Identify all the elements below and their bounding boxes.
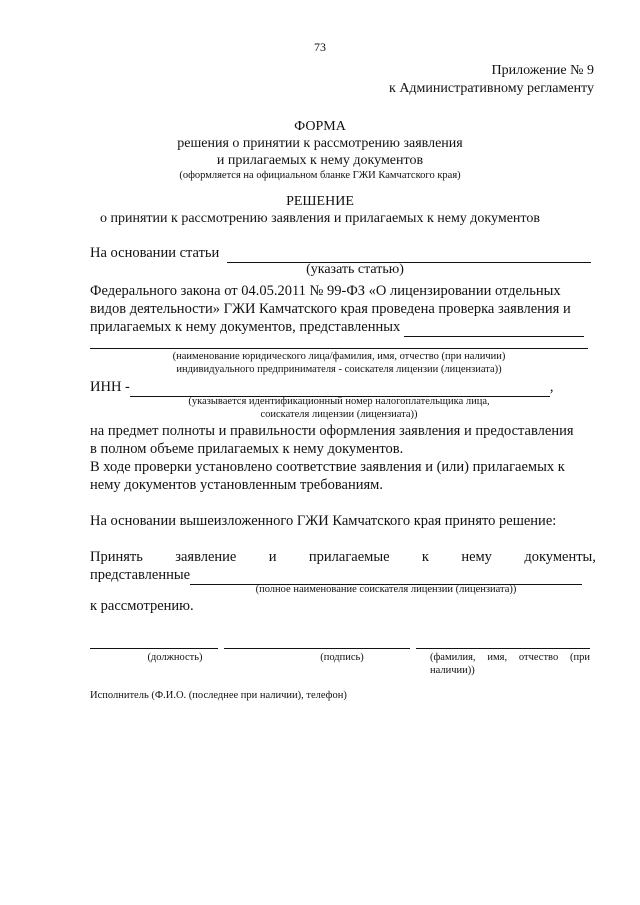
signature-field[interactable] [224, 648, 410, 649]
position-hint: (должность) [147, 652, 203, 663]
full-name-hint: (фамилия, имя, отчество (при наличии)) [430, 652, 590, 676]
page-number: 73 [314, 40, 326, 54]
paragraph-2-line3: В ходе проверки установлено соответствие заявления и (или) прилагаемых к [90, 459, 565, 475]
paragraph-1-line2: видов деятельности» ГЖИ Камчатского края проведена проверка заявления и [90, 301, 571, 317]
inn-hint-line1: (указывается идентификационный номер налогоплательщика лица, [188, 396, 490, 407]
signature-hint: (подпись) [320, 652, 364, 663]
decision-title: РЕШЕНИЕ [286, 194, 354, 209]
decision-subtitle: о принятии к рассмотрению заявления и прилагаемых к нему документов [100, 211, 540, 226]
annex-number: Приложение № 9 [491, 63, 594, 78]
paragraph-2-line2: в полном объеме прилагаемых к нему документов. [90, 441, 404, 457]
accept-word-2: заявление [175, 549, 237, 565]
accept-word-3: и [268, 549, 277, 565]
paragraph-2-line4: нему документов установленным требованиям. [90, 477, 383, 493]
full-name-field[interactable] [416, 648, 590, 649]
annex-reference: к Административному регламенту [389, 81, 594, 96]
presented-label: представленные [90, 567, 191, 583]
accept-word-1: Принять [90, 549, 143, 565]
licensee-hint: (полное наименование соискателя лицензии (лицензиата)) [255, 584, 517, 595]
paragraph-1-line3: прилагаемых к нему документов, представленных [90, 319, 401, 335]
article-hint: (указать статью) [306, 262, 404, 277]
annex-heading [389, 62, 594, 98]
accept-word-6: нему [461, 549, 492, 565]
form-title: ФОРМА [294, 119, 346, 134]
executor-note: Исполнитель (Ф.И.О. (последнее при наличии), телефон) [90, 690, 347, 701]
inn-label: ИНН - [90, 379, 130, 395]
accept-word-5: к [421, 549, 429, 565]
paragraph-1-line1: Федерального закона от 04.05.2011 № 99-ФЗ «О лицензировании отдельных [90, 283, 561, 299]
applicant-hint [90, 350, 588, 376]
form-line1: решения о принятии к рассмотрению заявления [177, 136, 463, 151]
form-line2: и прилагаемых к нему документов [216, 153, 424, 168]
basis-row [90, 244, 596, 263]
inn-hint-line2: соискателя лицензии (лицензиата)) [260, 409, 418, 420]
decision-statement: На основании вышеизложенного ГЖИ Камчатского края принято решение: [90, 513, 557, 529]
inn-hint [90, 395, 588, 421]
accept-row [90, 548, 596, 566]
applicant-hint-line2: индивидуального предпринимателя - соискателя лицензии (лицензиата)) [176, 364, 502, 375]
accept-tail: к рассмотрению. [90, 598, 194, 614]
applicant-hint-line1: (наименование юридического лица/фамилия, имя, отчество (при наличии) [172, 351, 506, 362]
decision-heading [60, 193, 580, 227]
paragraph-2 [90, 422, 596, 494]
paragraph-2-line1: на предмет полноты и правильности оформления заявления и предоставления [90, 423, 574, 439]
paragraph-1 [90, 282, 596, 337]
applicant-field-start[interactable] [404, 318, 584, 337]
inn-comma: , [549, 379, 554, 395]
form-note: (оформляется на официальном бланке ГЖИ Камчатского края) [179, 170, 461, 181]
accept-word-7: документы, [524, 549, 596, 565]
applicant-field[interactable] [90, 348, 588, 349]
basis-label: На основании статьи [90, 245, 220, 261]
article-field[interactable] [227, 244, 591, 263]
form-heading [60, 118, 580, 182]
accept-word-4: прилагаемые [308, 549, 390, 565]
position-field[interactable] [90, 648, 218, 649]
